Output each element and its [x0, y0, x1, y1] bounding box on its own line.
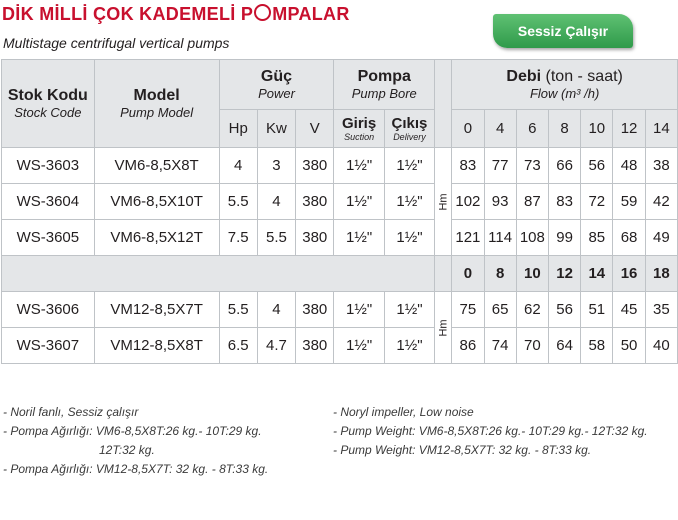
flow-value: 38: [645, 148, 677, 184]
note-line: - Noril fanlı, Sessiz çalışır: [3, 405, 139, 419]
flow-col-4: 14: [581, 256, 613, 292]
stock-code-header: Stok Kodu Stock Code: [2, 60, 95, 148]
hp-header: Hp: [219, 110, 257, 148]
pump-model: VM12-8,5X7T: [94, 292, 219, 328]
flow-value: 59: [613, 184, 645, 220]
suction-value: 1½": [334, 184, 384, 220]
flow-value: 74: [484, 328, 516, 364]
table-row: [2, 220, 678, 256]
flow-value: 70: [516, 328, 548, 364]
flow-col-2: 6: [516, 110, 548, 148]
kw-value: 4: [257, 184, 295, 220]
flow-col-2: 10: [516, 256, 548, 292]
kw-value: 3: [257, 148, 295, 184]
pump-model: VM6-8,5X8T: [94, 148, 219, 184]
flow-value: 93: [484, 184, 516, 220]
delivery-value: 1½": [384, 220, 434, 256]
flow-value: 49: [645, 220, 677, 256]
delivery-value: 1½": [384, 148, 434, 184]
voltage-value: 380: [296, 184, 334, 220]
kw-value: 4: [257, 292, 295, 328]
kw-value: 5.5: [257, 220, 295, 256]
hm-label: Hm: [435, 148, 452, 256]
flow-value: 62: [516, 292, 548, 328]
suction-value: 1½": [334, 292, 384, 328]
flow-value: 35: [645, 292, 677, 328]
hp-value: 5.5: [219, 292, 257, 328]
separator-band: [2, 256, 435, 292]
flow-subheader-row: [2, 256, 678, 292]
flow-col-3: 12: [548, 256, 580, 292]
flow-value: 64: [548, 328, 580, 364]
hm-label: Hm: [435, 292, 452, 364]
kw-value: 4.7: [257, 328, 295, 364]
flow-value: 73: [516, 148, 548, 184]
table-row: [2, 328, 678, 364]
power-header: Güç Power: [219, 60, 334, 110]
v-header: V: [296, 110, 334, 148]
stock-code: WS-3607: [2, 328, 95, 364]
hp-value: 7.5: [219, 220, 257, 256]
flow-value: 102: [452, 184, 484, 220]
note-line: 12T:32 kg.: [99, 443, 155, 457]
voltage-value: 380: [296, 292, 334, 328]
hp-value: 6.5: [219, 328, 257, 364]
flow-value: 65: [484, 292, 516, 328]
table-row: [2, 292, 678, 328]
flow-value: 68: [613, 220, 645, 256]
hp-value: 5.5: [219, 184, 257, 220]
flow-col-3: 8: [548, 110, 580, 148]
stock-code: WS-3605: [2, 220, 95, 256]
suction-value: 1½": [334, 220, 384, 256]
note-line: - Pump Weight: VM6-8,5X8T:26 kg.- 10T:29 kg.- 12T:32 kg.: [333, 424, 648, 438]
page-title: DİK MİLLİ ÇOK KADEMELİ P MPALAR: [2, 4, 350, 24]
flow-header: Debi (ton - saat) Flow (m³ /h): [452, 60, 678, 110]
stock-code: WS-3606: [2, 292, 95, 328]
table-row: [2, 184, 678, 220]
flow-col-5: 16: [613, 256, 645, 292]
flow-value: 66: [548, 148, 580, 184]
flow-value: 108: [516, 220, 548, 256]
delivery-value: 1½": [384, 184, 434, 220]
flow-col-6: 18: [645, 256, 677, 292]
spacer-cell: [435, 256, 452, 292]
flow-value: 45: [613, 292, 645, 328]
flow-value: 42: [645, 184, 677, 220]
flow-col-6: 14: [645, 110, 677, 148]
note-line: - Pump Weight: VM12-8,5X7T: 32 kg. - 8T:33 kg.: [333, 443, 592, 457]
voltage-value: 380: [296, 328, 334, 364]
flow-value: 56: [548, 292, 580, 328]
flow-col-4: 10: [581, 110, 613, 148]
delivery-header: Çıkış Delivery: [384, 110, 434, 148]
model-header: Model Pump Model: [94, 60, 219, 148]
title-o-ring: [254, 4, 271, 21]
suction-value: 1½": [334, 148, 384, 184]
pump-model: VM6-8,5X10T: [94, 184, 219, 220]
suction-value: 1½": [334, 328, 384, 364]
flow-value: 114: [484, 220, 516, 256]
flow-col-5: 12: [613, 110, 645, 148]
flow-value: 83: [452, 148, 484, 184]
bore-header: Pompa Pump Bore: [334, 60, 435, 110]
notes-turkish: [3, 403, 268, 479]
silent-badge: Sessiz Çalışır: [493, 14, 633, 48]
table-row: [2, 148, 678, 184]
flow-col-0: 0: [452, 256, 484, 292]
voltage-value: 380: [296, 148, 334, 184]
page-subtitle: Multistage centrifugal vertical pumps: [3, 35, 230, 51]
flow-value: 48: [613, 148, 645, 184]
delivery-value: 1½": [384, 292, 434, 328]
stock-code: WS-3604: [2, 184, 95, 220]
flow-value: 51: [581, 292, 613, 328]
flow-col-0: 0: [452, 110, 484, 148]
suction-header: Giriş Suction: [334, 110, 384, 148]
flow-value: 87: [516, 184, 548, 220]
notes-english: [333, 403, 648, 460]
flow-value: 40: [645, 328, 677, 364]
flow-value: 85: [581, 220, 613, 256]
flow-value: 99: [548, 220, 580, 256]
flow-value: 56: [581, 148, 613, 184]
flow-value: 75: [452, 292, 484, 328]
stock-code: WS-3603: [2, 148, 95, 184]
hp-value: 4: [219, 148, 257, 184]
flow-value: 50: [613, 328, 645, 364]
voltage-value: 380: [296, 220, 334, 256]
flow-value: 121: [452, 220, 484, 256]
spacer-header: [435, 60, 452, 148]
flow-value: 58: [581, 328, 613, 364]
flow-value: 86: [452, 328, 484, 364]
pump-spec-table: [1, 59, 678, 364]
flow-value: 72: [581, 184, 613, 220]
pump-model: VM12-8,5X8T: [94, 328, 219, 364]
flow-value: 83: [548, 184, 580, 220]
flow-col-1: 4: [484, 110, 516, 148]
note-line: - Pompa Ağırlığı: VM6-8,5X8T:26 kg.- 10T:29 kg.: [3, 424, 262, 438]
kw-header: Kw: [257, 110, 295, 148]
note-line: - Noryl impeller, Low noise: [333, 405, 474, 419]
flow-value: 77: [484, 148, 516, 184]
pump-model: VM6-8,5X12T: [94, 220, 219, 256]
flow-col-1: 8: [484, 256, 516, 292]
delivery-value: 1½": [384, 328, 434, 364]
note-line: - Pompa Ağırlığı: VM12-8,5X7T: 32 kg. - 8T:33 kg.: [3, 462, 269, 476]
